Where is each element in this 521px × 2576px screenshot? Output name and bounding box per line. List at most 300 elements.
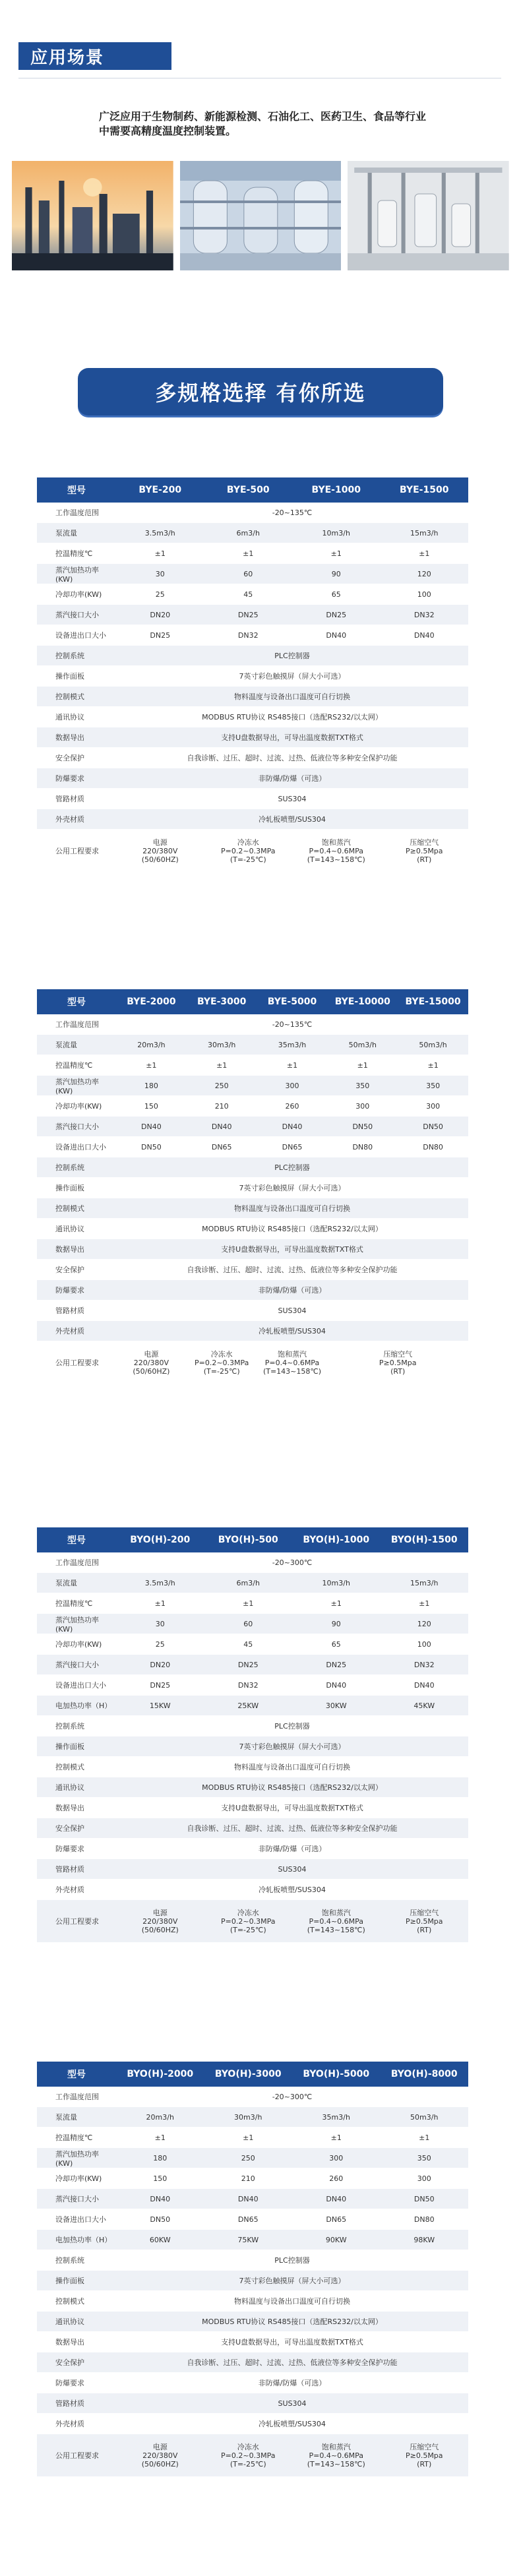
table-row: [37, 2230, 468, 2250]
row-label: 控制模式: [37, 1198, 116, 1219]
row-value: PLC控制器: [116, 2250, 468, 2271]
table-row: [37, 543, 468, 564]
cell: DN25: [204, 605, 293, 625]
cell: DN50: [398, 1117, 468, 1137]
row-label: 工作温度范围: [37, 503, 116, 523]
cell: 65: [292, 584, 381, 605]
row-label: 公用工程要求: [37, 1900, 116, 1943]
row-label: 数据导出: [37, 1798, 116, 1818]
row-value: 支持U盘数据导出，可导出温度数据TXT格式: [116, 1798, 468, 1818]
row-value: MODBUS RTU协议 RS485接口（选配RS232/以太网）: [116, 707, 468, 727]
row-value: 自我诊断、过压、超时、过流、过热、低液位等多种安全保护功能: [116, 748, 468, 768]
row-label: 防爆要求: [37, 1839, 116, 1859]
table-row: [37, 2107, 468, 2128]
row-label: 控温精度℃: [37, 543, 116, 564]
table-footer-row: [37, 1341, 468, 1384]
row-value: 非防爆/防爆（可选）: [116, 1280, 468, 1301]
utility-cell: [116, 830, 204, 873]
cell: 50m3/h: [381, 2107, 469, 2128]
utility-note: (RT): [417, 855, 432, 864]
table-row: [37, 1655, 468, 1675]
row-value: 非防爆/防爆（可选）: [116, 2373, 468, 2393]
table-row: [37, 1239, 468, 1260]
utility-name: 电源: [152, 2442, 168, 2451]
row-label: 操作面板: [37, 2271, 116, 2291]
header-cell: BYE-15000: [398, 989, 468, 1014]
cell: 45: [204, 1634, 293, 1655]
table-row: [37, 1035, 468, 1055]
row-label: 操作面板: [37, 1178, 116, 1198]
utility-spec: 220/380V: [142, 846, 178, 855]
utility-note: (T=143~158℃): [307, 855, 365, 864]
cell: DN20: [116, 1655, 204, 1675]
table-row: [37, 789, 468, 809]
utility-name: 冷冻水: [210, 1349, 233, 1359]
row-value: 冷轧板喷塑/SUS304: [116, 809, 468, 830]
cell: ±1: [327, 1055, 398, 1076]
row-label: 蒸汽接口大小: [37, 1655, 116, 1675]
cell: 30: [116, 564, 204, 584]
row-value: MODBUS RTU协议 RS485接口（选配RS232/以太网）: [116, 1777, 468, 1798]
cell: DN32: [381, 1655, 469, 1675]
cell: 260: [292, 2168, 381, 2189]
header-cell: BYO(H)-8000: [381, 2062, 469, 2087]
utility-name: 电源: [152, 1908, 168, 1917]
utility-note: (T=-25℃): [230, 1925, 266, 1934]
row-label: 管路材质: [37, 1301, 116, 1321]
row-value: -20~135℃: [116, 503, 468, 523]
cell: DN65: [257, 1137, 328, 1157]
cell: 300: [257, 1076, 328, 1096]
row-label: 通讯协议: [37, 2312, 116, 2332]
table-row: [37, 1818, 468, 1839]
cell: 100: [381, 1634, 469, 1655]
row-label: 工作温度范围: [37, 1552, 116, 1573]
row-value: SUS304: [116, 789, 468, 809]
utility-name: 饱和蒸汽: [321, 2442, 351, 2451]
row-value: 7英寸彩色触摸屏（屏大小可选）: [116, 1178, 468, 1198]
utility-note: (T=-25℃): [203, 1366, 240, 1376]
table-row: [37, 523, 468, 543]
table-row: [37, 2250, 468, 2271]
table-row: [37, 2414, 468, 2434]
row-label: 设备进出口大小: [37, 2209, 116, 2230]
utility-spec: P≥0.5Mpa: [405, 2451, 443, 2460]
row-label: 数据导出: [37, 1239, 116, 1260]
cell: 45: [204, 584, 293, 605]
cell: DN32: [204, 625, 293, 646]
table-row: [37, 2393, 468, 2414]
table-footer-row: [37, 1900, 468, 1943]
cell: 210: [204, 2168, 293, 2189]
utility-cell: [116, 1900, 204, 1943]
table-row: [37, 2209, 468, 2230]
refinery-photo: [12, 161, 173, 270]
row-label: 安全保护: [37, 1818, 116, 1839]
table-header-row: [37, 989, 468, 1014]
utility-note: (T=-25℃): [230, 2459, 266, 2469]
table-footer-row: [37, 830, 468, 873]
cell: 30KW: [292, 1696, 381, 1716]
row-label: 冷却功率(KW): [37, 1096, 116, 1117]
spec-table-bye-large: [37, 989, 468, 1384]
row-label: 蒸汽接口大小: [37, 1117, 116, 1137]
row-label: 控制模式: [37, 1757, 116, 1777]
cell: 15KW: [116, 1696, 204, 1716]
cell: DN32: [204, 1675, 293, 1696]
utility-name: 压缩空气: [410, 2442, 439, 2451]
table-row: [37, 1280, 468, 1301]
table-row: [37, 2352, 468, 2373]
cell: 300: [292, 2148, 381, 2168]
cell: ±1: [292, 543, 381, 564]
row-label: 管路材质: [37, 1859, 116, 1880]
cell: ±1: [116, 1055, 187, 1076]
cell: 20m3/h: [116, 2107, 204, 2128]
intro-text: 广泛应用于生物制药、新能源检测、石油化工、医药卫生、食品等行业中需要高精度温度控制装置。: [99, 110, 427, 137]
header-cell: BYO(H)-200: [116, 1527, 204, 1552]
row-label: 控制系统: [37, 646, 116, 666]
header-cell: BYE-200: [116, 477, 204, 503]
cell: ±1: [381, 1593, 469, 1614]
cell: ±1: [116, 2128, 204, 2148]
utility-spec: P=0.4~0.6MPa: [309, 846, 363, 855]
spec-table-byo-large: [37, 2062, 468, 2477]
row-value: 冷轧板喷塑/SUS304: [116, 2414, 468, 2434]
cell: ±1: [381, 2128, 469, 2148]
row-value: 非防爆/防爆（可选）: [116, 1839, 468, 1859]
cell: 50m3/h: [327, 1035, 398, 1055]
row-label: 工作温度范围: [37, 1014, 116, 1035]
header-cell: 型号: [37, 989, 116, 1014]
utility-cell: [257, 1341, 328, 1384]
row-label: 泵流量: [37, 1035, 116, 1055]
row-label: 安全保护: [37, 748, 116, 768]
cell: 60: [204, 564, 293, 584]
cell: 25KW: [204, 1696, 293, 1716]
cell: DN65: [292, 2209, 381, 2230]
cell: 20m3/h: [116, 1035, 187, 1055]
row-label: 管路材质: [37, 2393, 116, 2414]
utility-name: 饱和蒸汽: [321, 838, 351, 847]
table-row: [37, 2312, 468, 2332]
row-value: 支持U盘数据导出，可导出温度数据TXT格式: [116, 727, 468, 748]
table-row: [37, 666, 468, 687]
utility-cell: [204, 2434, 293, 2477]
cell: DN50: [381, 2189, 469, 2209]
header-cell: BYE-5000: [257, 989, 328, 1014]
row-value: -20~300℃: [116, 1552, 468, 1573]
table-row: [37, 625, 468, 646]
row-label: 公用工程要求: [37, 2434, 116, 2477]
row-value: 物料温度与设备出口温度可自行切换: [116, 1757, 468, 1777]
cell: ±1: [187, 1055, 257, 1076]
utility-note: (50/60HZ): [133, 1366, 170, 1376]
header-cell: BYE-1000: [292, 477, 381, 503]
utility-spec: P=0.2~0.3MPa: [194, 1358, 249, 1367]
utility-cell: [381, 1900, 469, 1943]
table-row: [37, 2373, 468, 2393]
utility-note: (T=-25℃): [230, 855, 266, 864]
header-cell: BYE-1500: [381, 477, 469, 503]
utility-name: 冷冻水: [237, 2442, 259, 2451]
row-label: 防爆要求: [37, 2373, 116, 2393]
cell: 15m3/h: [381, 523, 469, 543]
table-row: [37, 1757, 468, 1777]
cell: 45KW: [381, 1696, 469, 1716]
row-value: 7英寸彩色触摸屏（屏大小可选）: [116, 2271, 468, 2291]
table-row: [37, 1014, 468, 1035]
table-row: [37, 1634, 468, 1655]
spec-table-bye-small: [37, 477, 468, 873]
cell: 25: [116, 1634, 204, 1655]
cell: ±1: [257, 1055, 328, 1076]
table-row: [37, 564, 468, 584]
table-row: [37, 503, 468, 523]
cell: DN40: [204, 2189, 293, 2209]
cell: ±1: [204, 1593, 293, 1614]
table-row: [37, 1055, 468, 1076]
cell: 260: [257, 1096, 328, 1117]
header-cell: BYE-10000: [327, 989, 398, 1014]
cell: 50m3/h: [398, 1035, 468, 1055]
cell: 350: [327, 1076, 398, 1096]
table-row: [37, 1777, 468, 1798]
header-cell: BYO(H)-3000: [204, 2062, 293, 2087]
cell: ±1: [204, 2128, 293, 2148]
table-row: [37, 2271, 468, 2291]
table-row: [37, 727, 468, 748]
table-row: [37, 1117, 468, 1137]
row-value: 支持U盘数据导出，可导出温度数据TXT格式: [116, 1239, 468, 1260]
cell: 98KW: [381, 2230, 469, 2250]
row-label: 控制模式: [37, 687, 116, 707]
utility-note: (RT): [390, 1366, 406, 1376]
row-label: 电加热功率（H）: [37, 2230, 116, 2250]
table-header-row: [37, 477, 468, 503]
cell: 100: [381, 584, 469, 605]
cell: DN50: [116, 1137, 187, 1157]
row-label: 控制系统: [37, 2250, 116, 2271]
utility-cell: [204, 1900, 293, 1943]
header-cell: 型号: [37, 477, 116, 503]
cell: DN50: [327, 1117, 398, 1137]
cell: 6m3/h: [204, 1573, 293, 1593]
row-label: 数据导出: [37, 727, 116, 748]
table-row: [37, 1593, 468, 1614]
utility-note: (RT): [417, 1925, 432, 1934]
table-row: [37, 707, 468, 727]
cell: 90: [292, 1614, 381, 1634]
table-row: [37, 1839, 468, 1859]
cell: 35m3/h: [292, 2107, 381, 2128]
table-row: [37, 1552, 468, 1573]
row-value: 支持U盘数据导出，可导出温度数据TXT格式: [116, 2332, 468, 2352]
spec-banner: 多规格选择 有你所选: [78, 368, 443, 415]
cell: DN80: [381, 2209, 469, 2230]
row-label: 操作面板: [37, 1736, 116, 1757]
spec-table-byo-small: [37, 1527, 468, 1943]
table-row: [37, 1260, 468, 1280]
utility-note: (T=143~158℃): [307, 2459, 365, 2469]
table-row: [37, 1076, 468, 1096]
row-label: 控制系统: [37, 1157, 116, 1178]
cell: 6m3/h: [204, 523, 293, 543]
cell: ±1: [398, 1055, 468, 1076]
header-cell: BYO(H)-1000: [292, 1527, 381, 1552]
cell: 300: [381, 2168, 469, 2189]
row-label: 蒸汽接口大小: [37, 605, 116, 625]
utility-cell: [292, 830, 381, 873]
cell: 15m3/h: [381, 1573, 469, 1593]
row-value: MODBUS RTU协议 RS485接口（选配RS232/以太网）: [116, 1219, 468, 1239]
utility-name: 冷冻水: [237, 838, 259, 847]
row-label: 通讯协议: [37, 1219, 116, 1239]
utility-spec: P≥0.5Mpa: [405, 1917, 443, 1926]
cell: DN80: [398, 1137, 468, 1157]
row-label: 数据导出: [37, 2332, 116, 2352]
utility-cell: [381, 830, 469, 873]
row-label: 泵流量: [37, 523, 116, 543]
row-label: 控制系统: [37, 1716, 116, 1736]
cell: 300: [398, 1096, 468, 1117]
row-value: SUS304: [116, 1859, 468, 1880]
row-value: PLC控制器: [116, 1716, 468, 1736]
cell: 90KW: [292, 2230, 381, 2250]
row-value: 7英寸彩色触摸屏（屏大小可选）: [116, 1736, 468, 1757]
table-row: [37, 2189, 468, 2209]
cell: 3.5m3/h: [116, 523, 204, 543]
row-label: 蒸汽加热功率(KW): [37, 2148, 116, 2168]
pharma-plant-photo: [180, 161, 342, 270]
row-label: 安全保护: [37, 2352, 116, 2373]
row-value: 7英寸彩色触摸屏（屏大小可选）: [116, 666, 468, 687]
cell: 180: [116, 1076, 187, 1096]
header-cell: BYO(H)-1500: [381, 1527, 469, 1552]
row-label: 控温精度℃: [37, 1055, 116, 1076]
row-label: 设备进出口大小: [37, 1675, 116, 1696]
utility-spec: 220/380V: [142, 2451, 178, 2460]
table-row: [37, 1137, 468, 1157]
row-value: 自我诊断、过压、超时、过流、过热、低液位等多种安全保护功能: [116, 1260, 468, 1280]
table-row: [37, 2168, 468, 2189]
cell: DN25: [292, 1655, 381, 1675]
utility-name: 压缩空气: [410, 1908, 439, 1917]
cell: DN32: [381, 605, 469, 625]
utility-spec: P=0.4~0.6MPa: [309, 1917, 363, 1926]
row-value: 物料温度与设备出口温度可自行切换: [116, 2291, 468, 2312]
row-value: 冷轧板喷塑/SUS304: [116, 1321, 468, 1341]
row-label: 控温精度℃: [37, 1593, 116, 1614]
cell: ±1: [292, 2128, 381, 2148]
header-cell: 型号: [37, 1527, 116, 1552]
row-label: 冷却功率(KW): [37, 1634, 116, 1655]
table-row: [37, 1573, 468, 1593]
row-label: 通讯协议: [37, 1777, 116, 1798]
utility-cell: [381, 2434, 469, 2477]
table-row: [37, 2291, 468, 2312]
row-value: 物料温度与设备出口温度可自行切换: [116, 687, 468, 707]
row-value: MODBUS RTU协议 RS485接口（选配RS232/以太网）: [116, 2312, 468, 2332]
table-header-row: [37, 1527, 468, 1552]
header-cell: BYO(H)-5000: [292, 2062, 381, 2087]
row-label: 管路材质: [37, 789, 116, 809]
utility-note: (T=143~158℃): [262, 1366, 322, 1376]
row-value: 物料温度与设备出口温度可自行切换: [116, 1198, 468, 1219]
cell: 30: [116, 1614, 204, 1634]
row-value: -20~135℃: [116, 1014, 468, 1035]
cell: DN40: [381, 625, 469, 646]
utility-spec: P=0.4~0.6MPa: [309, 2451, 363, 2460]
row-label: 工作温度范围: [37, 2087, 116, 2107]
table-row: [37, 1880, 468, 1900]
cell: 90: [292, 564, 381, 584]
cell: 210: [187, 1096, 257, 1117]
utility-name: 压缩空气: [383, 1349, 413, 1359]
utility-note: (50/60HZ): [141, 1925, 179, 1934]
table-row: [37, 687, 468, 707]
table-row: [37, 1096, 468, 1117]
utility-name: 压缩空气: [410, 838, 439, 847]
cell: 75KW: [204, 2230, 293, 2250]
utility-note: (50/60HZ): [141, 855, 179, 864]
cell: DN80: [327, 1137, 398, 1157]
row-label: 防爆要求: [37, 1280, 116, 1301]
cell: DN40: [292, 1675, 381, 1696]
utility-name: 冷冻水: [237, 1908, 259, 1917]
table-row: [37, 1157, 468, 1178]
table-row: [37, 1198, 468, 1219]
table-row: [37, 646, 468, 666]
utility-spec: P=0.2~0.3MPa: [221, 846, 276, 855]
table-footer-row: [37, 2434, 468, 2477]
utility-spec: P=0.4~0.6MPa: [264, 1358, 320, 1367]
row-value: 非防爆/防爆（可选）: [116, 768, 468, 789]
cell: 35m3/h: [257, 1035, 328, 1055]
table-row: [37, 1675, 468, 1696]
table-row: [37, 1614, 468, 1634]
table-row: [37, 1219, 468, 1239]
row-label: 外壳材质: [37, 1880, 116, 1900]
utility-spec: 220/380V: [142, 1917, 178, 1926]
cell: DN50: [116, 2209, 204, 2230]
row-label: 安全保护: [37, 1260, 116, 1280]
row-value: SUS304: [116, 2393, 468, 2414]
row-label: 通讯协议: [37, 707, 116, 727]
cell: 250: [187, 1076, 257, 1096]
utility-cell: [116, 1341, 187, 1384]
cell: DN40: [257, 1117, 328, 1137]
cell: 180: [116, 2148, 204, 2168]
cell: ±1: [204, 543, 293, 564]
table-row: [37, 2148, 468, 2168]
table-row: [37, 748, 468, 768]
lab-equipment-photo: [348, 161, 509, 270]
table-header-row: [37, 2062, 468, 2087]
row-label: 防爆要求: [37, 768, 116, 789]
utility-cell: [292, 2434, 381, 2477]
utility-spec: P=0.2~0.3MPa: [221, 2451, 276, 2460]
row-value: PLC控制器: [116, 1157, 468, 1178]
row-label: 蒸汽加热功率(KW): [37, 1076, 116, 1096]
cell: ±1: [116, 1593, 204, 1614]
row-value: PLC控制器: [116, 646, 468, 666]
table-row: [37, 1859, 468, 1880]
cell: DN40: [381, 1675, 469, 1696]
table-row: [37, 1798, 468, 1818]
utility-cell: [116, 2434, 204, 2477]
cell: DN40: [116, 1117, 187, 1137]
